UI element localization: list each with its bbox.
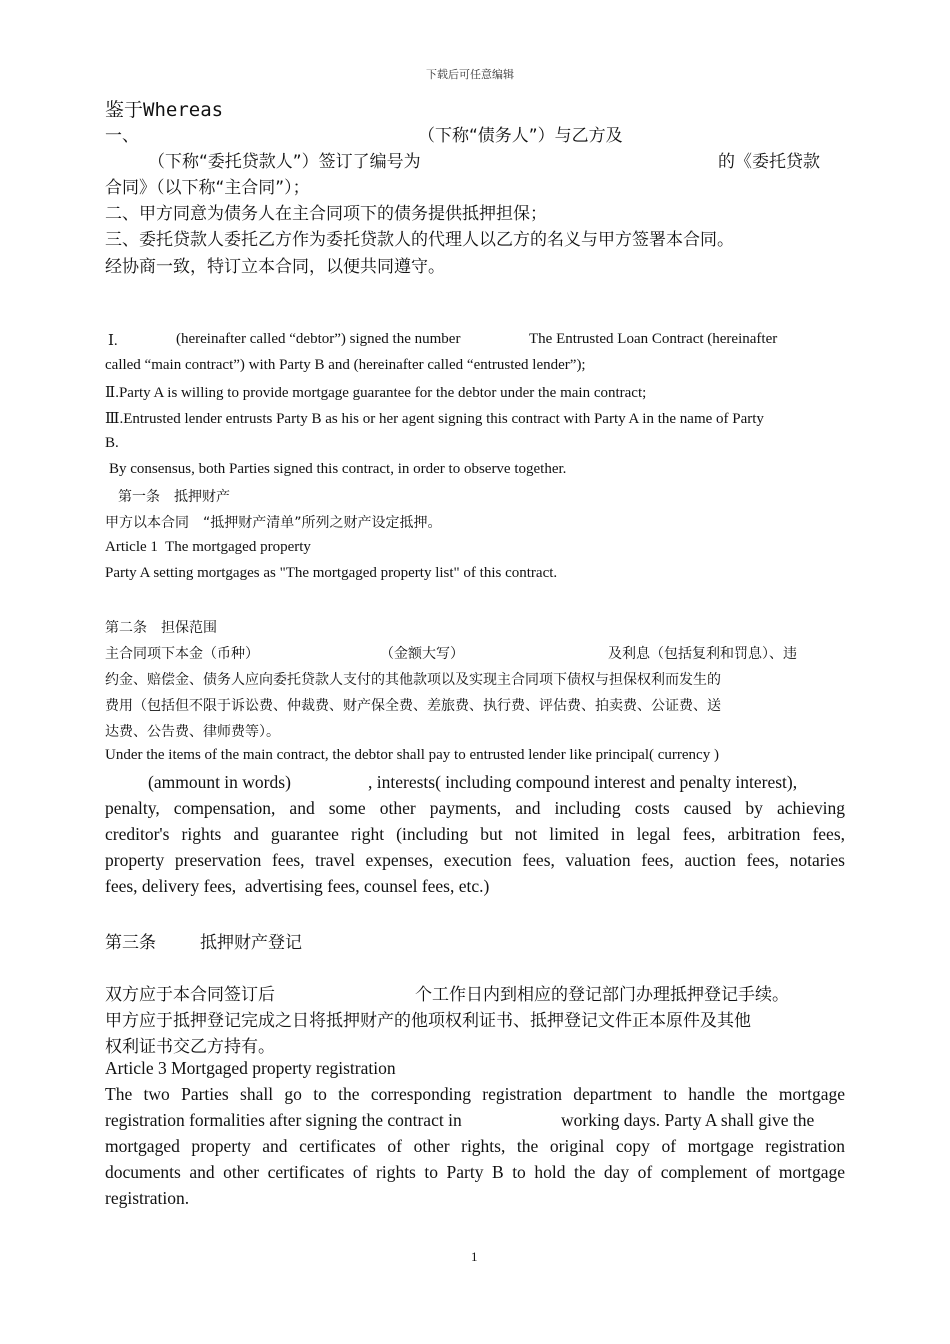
article-2-cn-line-1c: 及利息（包括复利和罚息）、违 — [608, 646, 797, 662]
article-3-en-line-2b: working days. Party A shall give the — [561, 1110, 815, 1130]
article-3-en-line-2a: registration formalities after signing the contract in — [105, 1110, 462, 1130]
whereas-line-1-prefix: 一、 — [105, 126, 139, 146]
whereas-en-i-text-2: The Entrusted Loan Contract (hereinafter — [529, 331, 778, 347]
consensus-statement: By consensus, both Parties signed this contract, in order to observe together. — [109, 461, 567, 477]
whereas-line-2-text: （下称“委托贷款人”）签订了编号为 — [148, 152, 421, 172]
article-3-cn-line-2: 甲方应于抵押登记完成之日将抵押财产的他项权利证书、抵押登记文件正本原件及其他 — [105, 1011, 751, 1031]
whereas-line-1-text: （下称“债务人”）与乙方及 — [418, 126, 623, 146]
article-3-en-title: Article 3 Mortgaged property registration — [105, 1058, 396, 1078]
article-1-en-body: Party A setting mortgages as "The mortgaged property list" of this contract. — [105, 565, 558, 581]
page-header: 下载后可任意编辑 — [426, 68, 514, 81]
article-2-en-line-2b: , interests( including compound interest and penalty interest), — [368, 772, 798, 792]
whereas-en-iii-end: B. — [105, 435, 119, 451]
article-3-en-line-4: documents and other certificates of rights to Party B to hold the day of complement of mortgage — [105, 1162, 845, 1182]
article-2-cn-line-4: 达费、公告费、律师费等）。 — [105, 724, 280, 740]
article-2-en-line-3: penalty, compensation, and some other payments, and including costs caused by achieving — [105, 798, 845, 818]
article-3-en-line-3: mortgaged property and certificates of other rights, the original copy of mortgage registration — [105, 1136, 845, 1156]
article-2-en-line-4: creditor's rights and guarantee right (including but not limited in legal fees, arbitration fees, — [105, 824, 845, 844]
article-2-en-line-5: property preservation fees, travel expenses, execution fees, valuation fees, auction fees, notaries — [105, 850, 845, 870]
article-3-cn-title-number: 第三条 — [105, 933, 156, 953]
article-2-cn-line-3: 费用（包括但不限于诉讼费、仲裁费、财产保全费、差旅费、执行费、评估费、拍卖费、公证费、送 — [105, 698, 721, 714]
article-1-cn-title: 第一条 抵押财产 — [118, 489, 230, 505]
article-3-cn-title-text: 抵押财产登记 — [200, 933, 302, 953]
article-3-en-line-1: The two Parties shall go to the corresponding registration department to handle the mortgage — [105, 1084, 845, 1104]
whereas-title: 鉴于Whereas — [105, 99, 224, 121]
whereas-line-2-end: 的《委托贷款 — [718, 152, 820, 172]
article-2-en-line-6: fees, delivery fees, advertising fees, counsel fees, etc.) — [105, 876, 490, 896]
article-2-cn-title: 第二条 担保范围 — [105, 620, 217, 636]
page-number: 1 — [471, 1249, 478, 1264]
article-3-cn-line-1b: 个工作日内到相应的登记部门办理抵押登记手续。 — [415, 985, 789, 1005]
article-2-cn-line-1b: （金额大写） — [380, 646, 464, 662]
article-2-en-line-1: Under the items of the main contract, the debtor shall pay to entrusted lender like principal( currency ) — [105, 747, 719, 763]
whereas-line-5: 三、委托贷款人委托乙方作为委托贷款人的代理人以乙方的名义与甲方签署本合同。 — [105, 230, 734, 250]
whereas-line-4: 二、甲方同意为债务人在主合同项下的债务提供抵押担保； — [105, 204, 547, 224]
article-2-en-line-2a: (ammount in words) — [148, 772, 291, 792]
whereas-en-iii: Ⅲ.Entrusted lender entrusts Party B as his or her agent signing this contract with Party A in the name of Party — [105, 411, 764, 427]
whereas-en-ii: Ⅱ.Party A is willing to provide mortgage guarantee for the debtor under the main contract; — [105, 385, 647, 401]
article-3-cn-line-3: 权利证书交乙方持有。 — [105, 1037, 275, 1057]
article-2-cn-line-1a: 主合同项下本金（币种） — [105, 646, 259, 662]
whereas-en-i-text: (hereinafter called “debtor”) signed the number — [176, 331, 461, 347]
whereas-en-i-number: Ⅰ. — [108, 333, 118, 349]
article-2-cn-line-2: 约金、赔偿金、债务人应向委托贷款人支付的其他款项以及实现主合同项下债权与担保权利而发生的 — [105, 672, 721, 688]
whereas-line-6: 经协商一致，特订立本合同，以便共同遵守。 — [105, 257, 445, 277]
article-1-en-title: Article 1 The mortgaged property — [105, 539, 311, 555]
whereas-line-3: 合同》（以下称“主合同”）； — [105, 178, 310, 198]
article-1-cn-body: 甲方以本合同 “抵押财产清单”所列之财产设定抵押。 — [105, 515, 442, 531]
article-3-cn-line-1a: 双方应于本合同签订后 — [105, 985, 275, 1005]
whereas-en-i-text-3: called “main contract”) with Party B and (hereinafter called “entrusted lender”); — [105, 357, 586, 373]
article-3-en-line-5: registration. — [105, 1188, 190, 1208]
